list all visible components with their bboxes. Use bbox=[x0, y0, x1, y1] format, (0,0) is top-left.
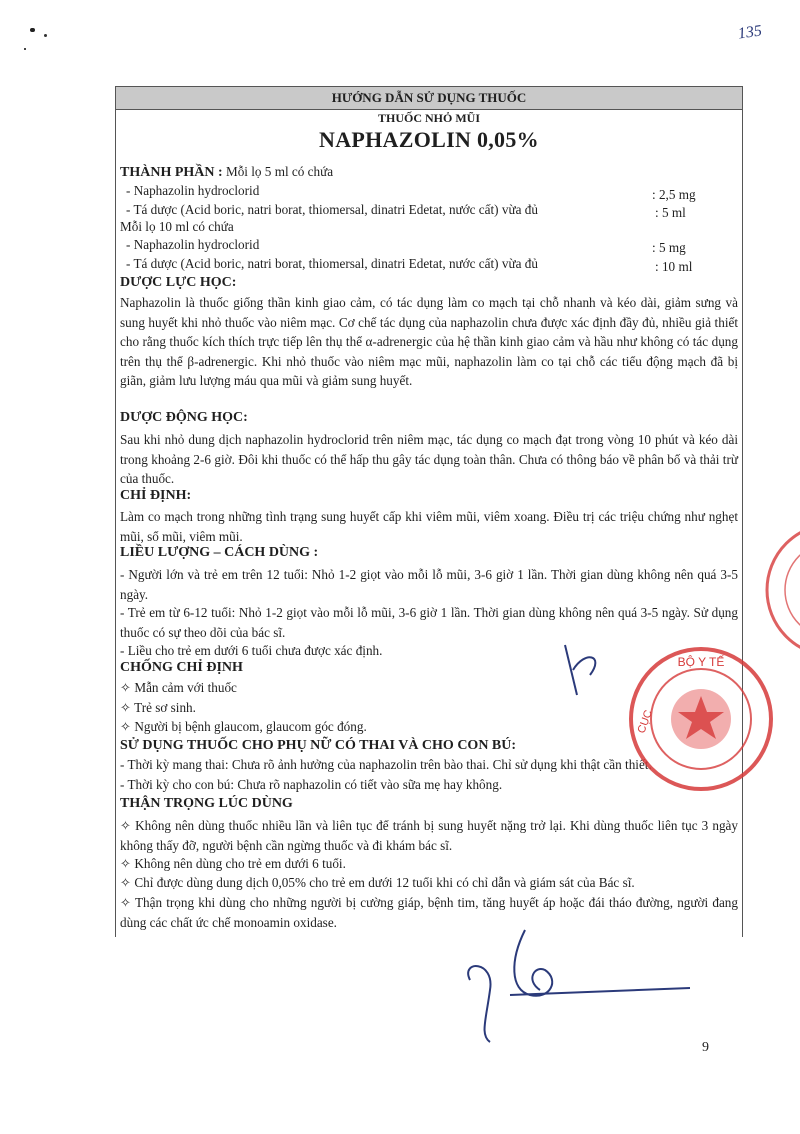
composition-row: - Tá dược (Acid boric, natri borat, thiomersal, dinatri Edetat, nước cất) vừa đủ bbox=[126, 202, 538, 217]
pharmacodynamics-text: Naphazolin là thuốc giống thần kinh giao cảm, có tác dụng làm co mạch tại chỗ nhanh và kéo dài, giảm sưng và sung huyết khi nhỏ thuốc vào niêm mạc. Cơ chế tác dụng của naphazolin chưa được xác định đầy đủ, nhiều giả thiết cho rằng thuốc kích thích trực tiếp lên thụ thể α-adrenergic của hệ thần kinh giao cảm và hầu như không có tác dụng trên thụ thể β-adrenergic. Khi nhỏ thuốc vào niêm mạc mũi, naphazolin làm co tại chỗ các tiểu động mạch đã bị giãn, giảm lưu lượng máu qua mũi và giảm sung huyết. bbox=[120, 295, 738, 388]
composition-row: - Naphazolin hydroclorid bbox=[126, 237, 260, 252]
composition-heading: THÀNH PHẦN : bbox=[120, 165, 223, 180]
section-heading-pregnancy: SỬ DỤNG THUỐC CHO PHỤ NỮ CÓ THAI VÀ CHO CON BÚ: bbox=[120, 738, 517, 753]
contraindication-item: ✧ Mẫn cảm với thuốc bbox=[120, 680, 237, 695]
composition-intro-5ml: Mỗi lọ 5 ml có chứa bbox=[225, 164, 334, 179]
section-heading-pharmacokinetics: DƯỢC ĐỘNG HỌC: bbox=[120, 410, 248, 425]
precaution-item: ✧ Chỉ được dùng dung dịch 0,05% cho trẻ em dưới 12 tuổi khi có chỉ dẫn và giám sát của Bác sĩ. bbox=[120, 875, 635, 890]
stamp-side-text: CỤC bbox=[635, 708, 655, 736]
partial-stamp bbox=[758, 520, 800, 660]
composition-row: - Naphazolin hydroclorid bbox=[126, 183, 260, 198]
precaution-item: ✧ Không nên dùng cho trẻ em dưới 6 tuổi. bbox=[120, 856, 346, 871]
handwritten-initial bbox=[555, 640, 615, 700]
document-subtitle: THUỐC NHỎ MŨI bbox=[378, 111, 480, 125]
indications-text: Làm co mạch trong những tình trạng sung huyết cấp khi viêm mũi, viêm xoang. Điều trị các triệu chứng như nghẹt mũi, sổ mũi, viêm mũi. bbox=[120, 509, 738, 544]
page-number: 9 bbox=[702, 1040, 709, 1055]
contraindication-item: ✧ Người bị bệnh glaucom, glaucom góc đóng. bbox=[120, 719, 367, 734]
pharmacokinetics-text: Sau khi nhỏ dung dịch naphazolin hydroclorid trên niêm mạc, tác dụng co mạch đạt trong vòng 10 phút và kéo dài trong khoảng 2-6 giờ. Đôi khi thuốc có thể hấp thu gây tác dụng toàn thân. Chưa có thông báo về phân bố và thải trừ của thuốc. bbox=[120, 432, 738, 486]
product-name: NAPHAZOLIN 0,05% bbox=[319, 127, 539, 152]
scan-speck bbox=[30, 28, 35, 32]
composition-value: : 2,5 mg bbox=[652, 187, 696, 202]
composition-value: : 5 ml bbox=[655, 205, 686, 220]
composition-value: : 5 mg bbox=[652, 240, 686, 255]
composition-intro-10ml: Mỗi lọ 10 ml có chứa bbox=[120, 219, 234, 234]
stamp-top-text: BỘ Y TẾ bbox=[677, 655, 725, 669]
pregnancy-text: - Thời kỳ mang thai: Chưa rõ ảnh hưởng của naphazolin trên bào thai. Chỉ sử dụng khi thật cần thiết. bbox=[120, 757, 652, 772]
dosage-under-6: - Liều cho trẻ em dưới 6 tuổi chưa được xác định. bbox=[120, 643, 383, 658]
scan-speck bbox=[44, 34, 47, 37]
section-heading-contraindications: CHỐNG CHỈ ĐỊNH bbox=[120, 660, 243, 675]
section-heading-precautions: THẬN TRỌNG LÚC DÙNG bbox=[120, 796, 293, 811]
handwritten-page-number: 135 bbox=[736, 22, 763, 43]
composition-line bbox=[120, 164, 333, 181]
contraindication-item: ✧ Trẻ sơ sinh. bbox=[120, 700, 196, 715]
composition-value: : 10 ml bbox=[655, 259, 693, 274]
precaution-item: ✧ Không nên dùng thuốc nhiều lần và liên tục để tránh bị sung huyết nặng trở lại. Khi dùng thuốc liên tục 3 ngày không thấy đỡ, người bệnh cần ngừng thuốc và đi khám bác sĩ. bbox=[120, 818, 738, 853]
scan-speck bbox=[24, 48, 26, 50]
document-title: HƯỚNG DẪN SỬ DỤNG THUỐC bbox=[115, 86, 743, 110]
breastfeeding-text: - Thời kỳ cho con bú: Chưa rõ naphazolin có tiết vào sữa mẹ hay không. bbox=[120, 777, 503, 792]
handwritten-signature bbox=[450, 920, 700, 1050]
dosage-adults: - Người lớn và trẻ em trên 12 tuổi: Nhỏ 1-2 giọt vào mỗi lỗ mũi, 3-6 giờ 1 lần. Thời gian dùng không nên quá 3-5 ngày. bbox=[120, 567, 738, 602]
precaution-item: ✧ Thận trọng khi dùng cho những người bị cường giáp, bệnh tim, tăng huyết áp hoặc đái tháo đường, người đang dùng các chất ức chế monoamin oxidase. bbox=[120, 895, 738, 930]
section-heading-dosage: LIỀU LƯỢNG – CÁCH DÙNG : bbox=[120, 545, 319, 560]
dosage-children: - Trẻ em từ 6-12 tuổi: Nhỏ 1-2 giọt vào mỗi lỗ mũi, 3-6 giờ 1 lần. Thời gian dùng không nên quá 3-5 ngày. Sử dụng thuốc có sự theo dõi của bác sĩ. bbox=[120, 605, 738, 640]
composition-row: - Tá dược (Acid boric, natri borat, thiomersal, dinatri Edetat, nước cất) vừa đủ bbox=[126, 256, 538, 271]
section-heading-pharmacodynamics: DƯỢC LỰC HỌC: bbox=[120, 275, 237, 290]
official-stamp bbox=[626, 644, 776, 794]
section-heading-indications: CHỈ ĐỊNH: bbox=[120, 488, 192, 503]
